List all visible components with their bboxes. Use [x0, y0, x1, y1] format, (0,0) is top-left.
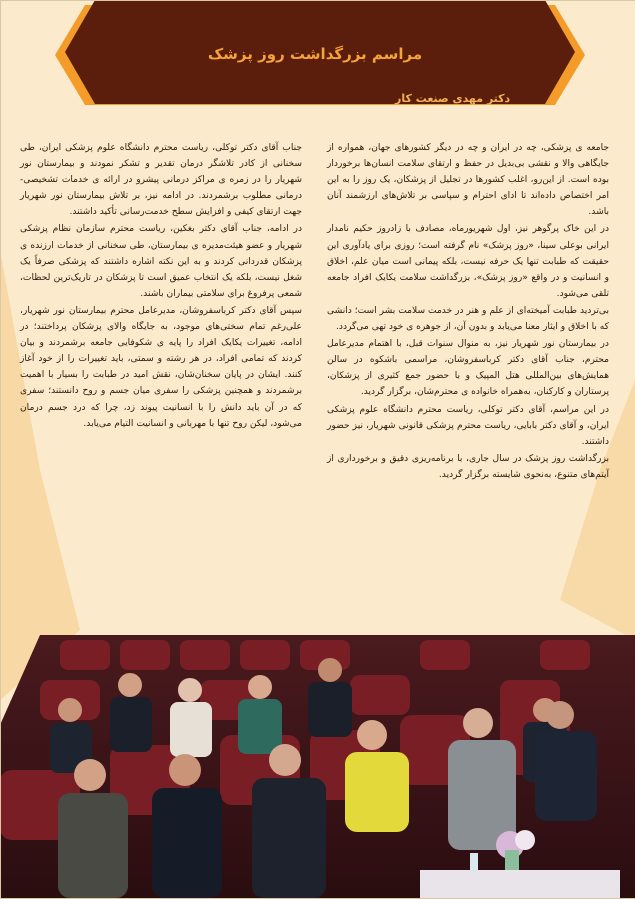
paragraph: جامعه ی پزشکی، چه در ایران و چه در دیگر کشورهای جهان، همواره از جایگاهی والا و نقشی بی‌بدیل در حفظ و ارتقای سلامت انسان‌ها برخوردار بوده است. از این‌رو، اغلب کشورها در تجلیل از پزشکان، یک روز را به این امر اختصاص داده‌اند تا ادای احترام و سپاسی بر تلاش‌های ارزشمند آنان باشد. — [327, 143, 609, 218]
paragraph: در این خاک پرگوهر نیز، اول شهریورماه، مصادف با زادروز حکیم نامدار ایرانی بوعلی سینا، «روز پزشک» نام گرفته است؛ روزی برای یادآوری این حقیقت که طبابت تنها یک حرفه نیست، بلکه پیمانی است میان علم، اخلاق و انسانیت و در واقع «روز پزشک»، بزرگداشت سلامت یکایک افراد جامعه تلقی می‌شود. — [327, 224, 609, 299]
paragraph: در ادامه، جناب آقای دکتر بغکین، ریاست محترم سازمان نظام پزشکی شهریار و عضو هیئت‌مدیره ی بیمارستان، طی سخنانی از خدمات ارزنده ی پزشکان قدردانی کردند و به این نکته اشاره داشتند که پزشکی صرفاً یک شغل نیست، بلکه یک انتخاب عمیق است تا پزشکان در تاریک‌ترین لحظات، شمعی پرفروغ برای سلامتی بیماران باشند. — [20, 224, 302, 299]
paragraph: جناب آقای دکتر توکلی، ریاست محترم دانشگاه علوم پزشکی ایران، طی سخنانی از کادر تلاشگر درمان تقدیر و تشکر نمودند و بیمارستان نور شهریار را در زمره ی مراکز درمانی پیشرو در ارائه ی خدمات تشخیصی-درمانی مطلوب برشمردند. در ادامه نیز، بر تلاش بیمارستان نور شهریار جهت ارتقای کیفی و افزایش سطح خدمت‌رسانی تأکید داشتند. — [20, 143, 302, 218]
article-column-right — [327, 140, 609, 484]
page-title: مراسم بزرگداشت روز پزشک — [207, 45, 423, 63]
paragraph: در این مراسم، آقای دکتر توکلی، ریاست محترم دانشگاه علوم پزشکی ایران، و آقای دکتر بابایی، ریاست محترم پزشکی قانونی شهریار، نیز حضور داشتند. — [327, 404, 609, 447]
paragraph: بی‌تردید طبابت آمیخته‌ای از علم و هنر در خدمت سلامت بشر است؛ دانشی که با اخلاق و ایثار معنا می‌یابد و بدون آن، از جوهره ی خود تهی می‌گردد. — [327, 305, 609, 333]
article-column-left — [20, 140, 302, 433]
paragraph: در بیمارستان نور شهریار نیز، به منوال سنوات قبل، با اهتمام مدیرعامل محترم، جناب آقای دکتر کرباسفروشان، مراسمی باشکوه در سالن همایش‌های بین‌المللی هتل المپیک و با حضور جمع کثیری از پزشکان، پرستاران و کارکنان، به‌همراه خانواده ی محترم‌شان، برگزار گردید. — [327, 339, 609, 398]
paragraph: بزرگداشت روز پزشک در سال جاری، با برنامه‌ریزی دقیق و برخورداری از آیتم‌های متنوع، به‌نحوی شایسته برگزار گردید. — [327, 453, 609, 480]
ceremony-photo — [0, 635, 635, 898]
audience-illustration — [0, 635, 635, 898]
paragraph: سپس آقای دکتر کرباسفروشان، مدیرعامل محترم بیمارستان نور شهریار، علی‌رغم تمام سختی‌های موجود، به جایگاه والای پزشکان پرداختند؛ در ادامه، تغییرات یکایک افراد را پایه ی شکوفایی جامعه برشمردند و بیان کردند که تمامی افراد، در هر رشته و سمتی، باید تغییرات را از خود آغاز کنند. ایشان در پایان سخنان‌شان، نقش امید در طبابت را بسیار با اهمیت برشمردند و همچنین پزشکی را سفری میان جسم و روح دانستند؛ سفری که در آن باید دانش را با انسانیت پیوند زد، چرا که درد جسم درمان می‌شود، لیکن روح تنها با مهربانی و انسانیت التیام می‌یابد. — [20, 305, 302, 429]
author-name: دکتر مهدی صنعت کار — [395, 92, 511, 105]
